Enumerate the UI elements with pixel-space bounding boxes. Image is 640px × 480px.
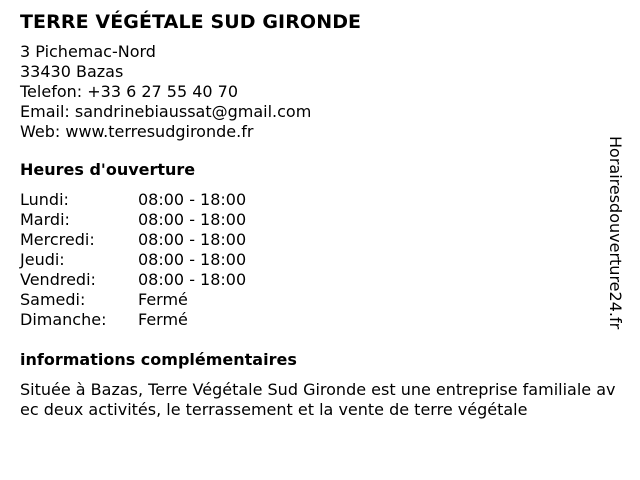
hours-row-vendredi (20, 270, 620, 290)
hours-row-dimanche (20, 310, 620, 330)
hours-time: Fermé (138, 310, 188, 329)
hours-day: Jeudi: (20, 250, 65, 269)
hours-time: 08:00 - 18:00 (138, 210, 247, 229)
business-card (20, 10, 620, 420)
hours-day: Lundi: (20, 190, 69, 209)
hours-row-lundi (20, 190, 620, 210)
hours-table (20, 190, 620, 330)
website-link[interactable]: Web: www.terresudgironde.fr (20, 122, 254, 141)
info-heading: informations complémentaires (20, 350, 297, 369)
contact-block (20, 42, 620, 142)
address-street: 3 Pichemac-Nord (20, 42, 156, 61)
hours-time: 08:00 - 18:00 (138, 190, 247, 209)
hours-day: Mercredi: (20, 230, 95, 249)
hours-day: Dimanche: (20, 310, 107, 329)
site-watermark: Horairesdouverture24.fr (606, 136, 625, 330)
hours-heading: Heures d'ouverture (20, 160, 196, 179)
hours-time: Fermé (138, 290, 188, 309)
hours-row-mercredi (20, 230, 620, 250)
hours-time: 08:00 - 18:00 (138, 270, 247, 289)
phone-number[interactable]: Telefon: +33 6 27 55 40 70 (20, 82, 239, 101)
hours-row-jeudi (20, 250, 620, 270)
email-address[interactable]: Email: sandrinebiaussat@gmail.com (20, 102, 312, 121)
hours-row-mardi (20, 210, 620, 230)
hours-day: Mardi: (20, 210, 70, 229)
hours-row-samedi (20, 290, 620, 310)
address-city: 33430 Bazas (20, 62, 124, 81)
info-text: Située à Bazas, Terre Végétale Sud Gironde est une entreprise familiale avec deux activités, le terrassement et la vente de terre végétale (20, 380, 616, 419)
hours-time: 08:00 - 18:00 (138, 230, 247, 249)
hours-day: Samedi: (20, 290, 86, 309)
business-name: TERRE VÉGÉTALE SUD GIRONDE (20, 11, 362, 33)
hours-time: 08:00 - 18:00 (138, 250, 247, 269)
hours-day: Vendredi: (20, 270, 96, 289)
